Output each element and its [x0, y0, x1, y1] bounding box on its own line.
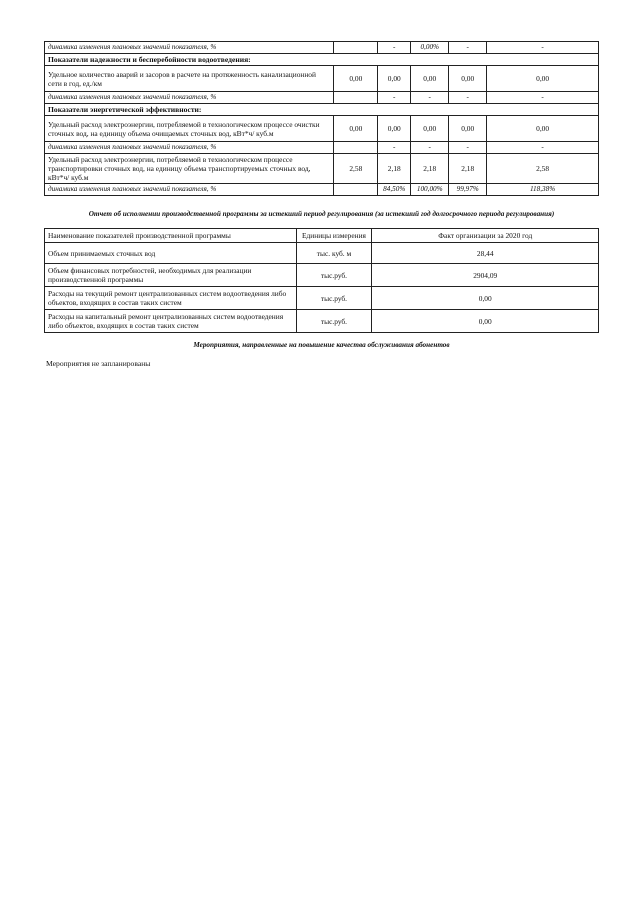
indicator-value: 84,50%: [378, 184, 411, 196]
program-indicator-name: Расходы на капитальный ремонт централизованных систем водоотведения либо объектов, входящих в состав таких систем: [45, 310, 297, 333]
measures-caption: Мероприятия, направленные на повышение качества обслуживания абонентов: [193, 341, 450, 349]
indicators-table: [44, 41, 599, 196]
indicator-value: -: [378, 92, 411, 104]
indicator-value: 0,00: [334, 66, 378, 92]
indicator-value: -: [487, 142, 599, 154]
indicator-value: 0,00: [449, 116, 487, 142]
program-unit: тыс.руб.: [296, 264, 372, 287]
indicator-value: -: [411, 142, 449, 154]
indicator-value: [334, 142, 378, 154]
program-fact-value: 28,44: [372, 243, 599, 264]
indicator-value: 2,18: [378, 154, 411, 184]
indicator-value: -: [411, 92, 449, 104]
indicator-value: -: [378, 42, 411, 54]
table-row: [45, 66, 599, 92]
indicator-value: 99,97%: [449, 184, 487, 196]
indicator-value: -: [449, 142, 487, 154]
table-row: [45, 154, 599, 184]
indicator-value: 0,00: [411, 66, 449, 92]
indicator-value: [334, 92, 378, 104]
table-row: [45, 116, 599, 142]
indicator-value: 2,58: [334, 154, 378, 184]
table-row: [45, 104, 599, 116]
indicator-value: [334, 42, 378, 54]
header-fact: Факт организации за 2020 год: [372, 229, 599, 243]
indicator-value: -: [449, 42, 487, 54]
indicator-value: 118,38%: [487, 184, 599, 196]
program-indicator-name: Объем принимаемых сточных вод: [45, 243, 297, 264]
report-caption: Отчет об исполнении производственной программы за истекший период регулирования (за истекший год долгосрочного периода регулирования): [88, 210, 555, 218]
indicator-value: 0,00: [411, 116, 449, 142]
indicator-value: -: [378, 142, 411, 154]
indicator-value: -: [487, 92, 599, 104]
indicator-value: 2,58: [487, 154, 599, 184]
table-row: [45, 287, 599, 310]
indicator-value: [334, 184, 378, 196]
program-unit: тыс. куб. м: [296, 243, 372, 264]
indicator-label: Удельный расход электроэнергии, потребляемой в технологическом процессе очистки сточных вод, на единицу объема очищаемых сточных вод, кВт*ч/ куб.м: [45, 116, 334, 142]
section-header: Показатели энергетической эффективности:: [45, 104, 599, 116]
table-row: [45, 54, 599, 66]
indicator-value: 0,00: [487, 116, 599, 142]
indicator-value: 0,00: [378, 116, 411, 142]
program-fact-value: 0,00: [372, 310, 599, 333]
program-indicator-name: Объем финансовых потребностей, необходимых для реализации производственной программы: [45, 264, 297, 287]
section-header: Показатели надежности и бесперебойности водоотведения:: [45, 54, 599, 66]
program-unit: тыс.руб.: [296, 310, 372, 333]
program-report-table: [44, 228, 599, 333]
measures-note: Мероприятия не запланированы: [46, 359, 151, 368]
indicator-value: 0,00%: [411, 42, 449, 54]
program-indicator-name: Расходы на текущий ремонт централизованных систем водоотведения либо объектов, входящих в состав таких систем: [45, 287, 297, 310]
indicator-value: -: [487, 42, 599, 54]
indicator-value: 2,18: [411, 154, 449, 184]
header-name: Наименование показателей производственной программы: [45, 229, 297, 243]
program-fact-value: 0,00: [372, 287, 599, 310]
indicator-label: динамика изменения плановых значений показателя, %: [45, 42, 334, 54]
table-header-row: [45, 229, 599, 243]
indicator-value: 0,00: [334, 116, 378, 142]
header-unit: Единицы измерения: [296, 229, 372, 243]
indicator-value: 2,18: [449, 154, 487, 184]
indicator-value: -: [449, 92, 487, 104]
table-row: [45, 42, 599, 54]
table-row: [45, 142, 599, 154]
table-row: [45, 92, 599, 104]
indicator-value: 0,00: [449, 66, 487, 92]
indicator-label: Удельное количество аварий и засоров в расчете на протяженность канализационной сети в год, ед./км: [45, 66, 334, 92]
program-fact-value: 2904,09: [372, 264, 599, 287]
indicator-label: динамика изменения плановых значений показателя, %: [45, 142, 334, 154]
indicator-value: 0,00: [487, 66, 599, 92]
indicator-label: динамика изменения плановых значений показателя, %: [45, 184, 334, 196]
table-row: [45, 310, 599, 333]
indicator-label: динамика изменения плановых значений показателя, %: [45, 92, 334, 104]
table-row: [45, 243, 599, 264]
table-row: [45, 264, 599, 287]
indicator-value: 0,00: [378, 66, 411, 92]
table-row: [45, 184, 599, 196]
indicator-label: Удельный расход электроэнергии, потребляемой в технологическом процессе транспортировки сточных вод, на единицу объема транспортируемых сточных вод, кВт*ч/ куб.м: [45, 154, 334, 184]
indicator-value: 100,00%: [411, 184, 449, 196]
program-unit: тыс.руб.: [296, 287, 372, 310]
